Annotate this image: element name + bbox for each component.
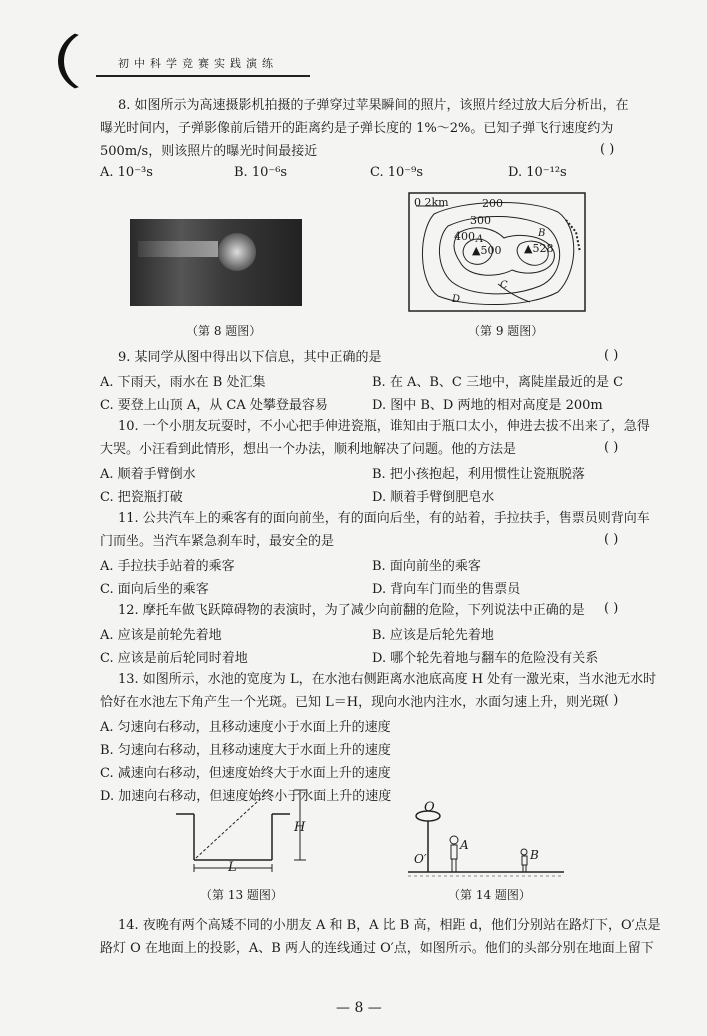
header-rule (96, 75, 310, 77)
figure-13-caption: （第 13 题图） (200, 888, 283, 902)
q10-answer-bracket: ( ) (604, 440, 619, 455)
q14-line-1: 14. 夜晚有两个高矮不同的小朋友 A 和 B，A 比 B 高，相距 d，他们分别站在路灯下，O′点是 (118, 918, 661, 933)
contour-label-200: 200 (482, 197, 503, 210)
map-point-b: B (538, 228, 546, 239)
q13-option-b: B. 匀速向右移动，且移动速度大于水面上升的速度 (100, 743, 391, 758)
q8-option-d: D. 10⁻¹²s (508, 165, 567, 180)
peak-a-label: ▲500 (472, 244, 502, 257)
q9-option-c: C. 要登上山顶 A，从 CA 处攀登最容易 (100, 398, 328, 413)
person-label-b: B (530, 848, 539, 862)
bullet-streak (138, 241, 218, 257)
map-scale: 0 2km (414, 196, 449, 209)
peak-b-label: ▲528 (524, 242, 554, 255)
page-number: — 8 — (336, 1000, 382, 1016)
q9-answer-bracket: ( ) (604, 348, 619, 363)
q12-option-c: C. 应该是前后轮同时着地 (100, 651, 248, 666)
q9-option-a: A. 下雨天，雨水在 B 处汇集 (100, 375, 266, 390)
q8-answer-bracket: ( ) (600, 142, 615, 157)
q11-option-b: B. 面向前坐的乘客 (372, 559, 481, 574)
q12-option-d: D. 哪个轮先着地与翻车的危险没有关系 (372, 651, 599, 666)
q9-line: 9. 某同学从图中得出以下信息，其中正确的是 (118, 350, 382, 365)
q10-line-1: 10. 一个小朋友玩耍时，不小心把手伸进瓷瓶，谁知由于瓶口太小，伸进去拔不出来了，急得 (118, 419, 650, 434)
q11-option-d: D. 背向车门而坐的售票员 (372, 582, 521, 597)
q12-answer-bracket: ( ) (604, 601, 619, 616)
map-point-c: C (500, 280, 508, 291)
q9-option-b: B. 在 A、B、C 三地中，离陡崖最近的是 C (372, 375, 624, 390)
q14-line-2: 路灯 O 在地面上的投影，A、B 两人的连线通过 O′点，如图所示。他们的头部分别在地面上留下 (100, 941, 654, 956)
contour-label-300: 300 (470, 214, 491, 227)
q9-option-d: D. 图中 B、D 两地的相对高度是 200m (372, 398, 603, 413)
q10-option-c: C. 把瓷瓶打破 (100, 490, 183, 505)
q13-option-a: A. 匀速向右移动，且移动速度小于水面上升的速度 (100, 720, 391, 735)
q13-option-c: C. 减速向右移动，但速度始终大于水面上升的速度 (100, 766, 391, 781)
figure-14-caption: （第 14 题图） (448, 888, 531, 902)
q11-option-c: C. 面向后坐的乘客 (100, 582, 209, 597)
q10-option-b: B. 把小孩抱起，利用惯性让瓷瓶脱落 (372, 467, 585, 482)
lamp-label-o-prime: O′ (414, 852, 427, 866)
pool-label-h: H (294, 820, 306, 835)
map-point-a: A (476, 234, 484, 245)
q8-line-3: 500m/s，则该照片的曝光时间最接近 (100, 144, 318, 159)
q11-line-1: 11. 公共汽车上的乘客有的面向前坐，有的面向后坐，有的站着，手拉扶手，售票员则背向车 (118, 511, 650, 526)
q10-line-2: 大哭。小汪看到此情形，想出一个办法，顺利地解决了问题。他的方法是 (100, 442, 517, 457)
contour-label-400: 400 (454, 230, 475, 243)
q13-option-d: D. 加速向右移动，但速度始终小于水面上升的速度 (100, 789, 392, 804)
q11-line-2: 门而坐。当汽车紧急刹车时，最安全的是 (100, 534, 335, 549)
map-point-d: D (452, 294, 461, 305)
q8-line-1: 8. 如图所示为高速摄影机拍摄的子弹穿过苹果瞬间的照片，该照片经过放大后分析出，在 (118, 98, 629, 113)
pool-label-l: L (228, 860, 237, 875)
q13-line-1: 13. 如图所示，水池的宽度为 L，在水池右侧距离水池底高度 H 处有一激光束，当水池无水时 (118, 672, 657, 687)
apple-burst (218, 233, 256, 271)
q8-option-a: A. 10⁻³s (100, 165, 153, 180)
q12-option-b: B. 应该是后轮先着地 (372, 628, 494, 643)
q11-answer-bracket: ( ) (604, 532, 619, 547)
q13-answer-bracket: ( ) (604, 693, 619, 708)
person-label-a: A (460, 838, 469, 852)
q12-option-a: A. 应该是前轮先着地 (100, 628, 222, 643)
figure-9-caption: （第 9 题图） (468, 324, 544, 338)
q13-line-2: 恰好在水池左下角产生一个光斑。已知 L＝H，现向水池内注水，水面匀速上升，则光斑 (100, 695, 606, 710)
q12-line: 12. 摩托车做飞跃障碍物的表演时，为了减少向前翻的危险，下列说法中正确的是 (118, 603, 585, 618)
header-title: 初中科学竞赛实践演练 (118, 57, 278, 70)
q11-option-a: A. 手拉扶手站着的乘客 (100, 559, 235, 574)
q8-option-c: C. 10⁻⁹s (370, 165, 424, 180)
figure-8-caption: （第 8 题图） (186, 324, 262, 338)
q10-option-a: A. 顺着手臂倒水 (100, 467, 196, 482)
q8-option-b: B. 10⁻⁶s (234, 165, 288, 180)
q10-option-d: D. 顺着手臂倒肥皂水 (372, 490, 495, 505)
q8-line-2: 曝光时间内，子弹影像前后错开的距离约是子弹长度的 1%～2%。已知子弹飞行速度约为 (100, 121, 614, 136)
lamp-label-o: O (424, 800, 435, 815)
bullet-apple-photo (130, 219, 302, 306)
